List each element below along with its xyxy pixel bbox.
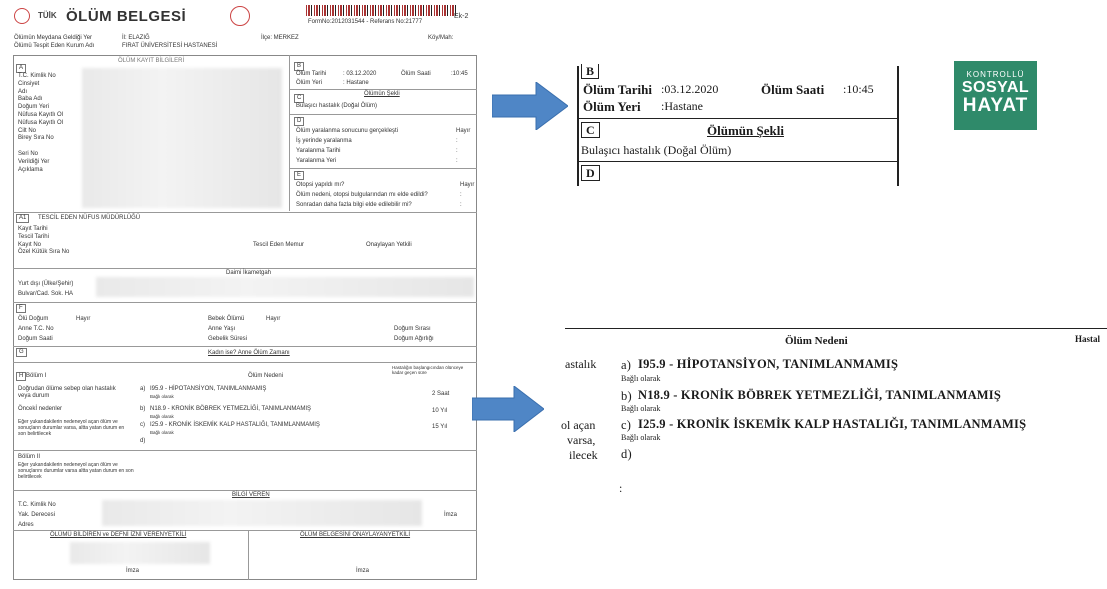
zoom-colon: : — [619, 481, 623, 495]
death-time-label: Ölüm Saati — [401, 71, 431, 77]
injury-row-4-label: Yaralanma Yeri — [296, 158, 337, 164]
autopsy-row-2-value: : — [460, 192, 462, 198]
injury-row-1-value: Hayır — [456, 128, 471, 134]
zoom-cause-d-prefix: d) — [621, 447, 632, 461]
approver-label: Onaylayan Yetkili — [366, 242, 412, 248]
zoom-left-cut-3: varsa, — [567, 433, 596, 447]
interval-header: Hastalığın başlangıcından ölünceye kadar geçen süre — [392, 365, 464, 375]
ministry-logo-icon — [14, 8, 30, 24]
injury-row-4-value: : — [456, 158, 458, 164]
zoom-cause-a-sub: Bağlı olarak — [621, 374, 661, 383]
cause-b-sub: Bağlı olarak — [150, 414, 174, 419]
autopsy-row-1-label: Otopsi yapıldı mı? — [296, 182, 345, 188]
footer-left-title: ÖLÜMÜ BİLDİREN ve DEFNİ İZNİ VERENYETKİLİ — [50, 532, 187, 538]
zoom-cause-a-prefix: a) — [621, 358, 632, 372]
zoom-death-time-value: :10:45 — [843, 82, 874, 96]
autopsy-row-3-label: Sonradan daha fazla bilgi elde edilebilir mi? — [296, 202, 412, 208]
institution-value: FIRAT ÜNİVERSİTESİ HASTANESİ — [122, 43, 218, 49]
institution-label: Ölümü Tespit Eden Kurum Adı — [14, 43, 95, 49]
cause-a-prefix: a) — [140, 386, 146, 392]
gestation-label: Gebelik Süresi — [208, 336, 248, 342]
zoomed-death-info — [577, 66, 899, 186]
zoom-cause-b-text: N18.9 - KRONİK BÖBREK YETMEZLİĞİ, TANIMLANMAMIŞ — [638, 388, 1002, 402]
injury-row-3-label: Yaralanma Tarihi — [296, 148, 341, 154]
cause-a-interval: 2 Saat — [432, 391, 450, 397]
section-e-tag: E — [294, 171, 304, 180]
reporter-tc-label: T.C. Kimlik No — [18, 502, 56, 508]
part-2-text: Eğer yukarıdakilerin nedeneyol açan ölüm ve sonuçlarını durumlar varsa altta yatan durum en son belirtilecek — [18, 462, 134, 480]
occurrence-place-label: Ölümün Meydana Geldiği Yer — [14, 35, 93, 41]
mother-age-label: Anne Yaşı — [208, 326, 236, 332]
footer-right-signature: İmza — [356, 568, 370, 574]
stillbirth-value: Hayır — [76, 316, 91, 322]
brand-line-1: KONTROLLÜ — [966, 70, 1025, 79]
section-a1-tag: A1 — [16, 214, 29, 223]
cause-b-text: N18.9 - KRONİK BÖBREK YETMEZLİĞİ, TANIMLANMAMIŞ — [150, 406, 312, 412]
cause-b-interval: 10 Yıl — [432, 408, 448, 414]
death-manner-title: Ölümün Şekli — [364, 91, 400, 97]
cause-b-prefix: b) — [140, 406, 146, 412]
infant-death-label: Bebek Ölümü — [208, 316, 245, 322]
injury-row-2-value: : — [456, 138, 458, 144]
zoom-cause-b-prefix: b) — [621, 389, 632, 403]
footer-right-title: ÖLÜM BELGESİNİ ONAYLAYANYETKİLİ — [300, 532, 411, 538]
death-manner-value: Bulaşıcı hastalık (Doğal Ölüm) — [296, 103, 378, 109]
province-value: İl: ELAZIĞ — [122, 35, 150, 41]
maternal-death-title: Kadın ise? Anne Ölüm Zamanı — [208, 350, 290, 356]
zoom-cause-header: Ölüm Nedeni — [785, 335, 848, 347]
brand-line-2: SOSYAL — [961, 79, 1030, 96]
cause-d-prefix: d) — [140, 438, 146, 444]
cause-row-2-label: Öncekİ nedenler — [18, 406, 63, 412]
footer-left-signature: İmza — [126, 568, 140, 574]
address-title: Daimi İkametgah — [226, 270, 272, 276]
barcode — [306, 5, 456, 16]
reporter-relation-label: Yak. Derecesi — [18, 512, 55, 518]
brand-logo — [954, 61, 1037, 130]
injury-row-2-label: İş yerinde yaralanma — [296, 138, 352, 144]
mother-tc-label: Anne T.C. No — [18, 326, 54, 332]
section-a1-title: TESCİL EDEN NÜFUS MÜDÜRLÜĞÜ — [38, 215, 141, 221]
health-ministry-logo-icon — [230, 6, 250, 26]
brand-line-3: HAYAT — [962, 95, 1029, 116]
registrar-label: Tescil Eden Memur — [253, 242, 305, 248]
zoom-death-time-label: Ölüm Saati — [761, 82, 825, 97]
annex-label: Ek-2 — [454, 13, 469, 20]
zoom-left-cut-1: astalık — [565, 357, 597, 371]
section-g-tag: G — [16, 348, 27, 357]
section-a-tag: A — [16, 64, 26, 73]
zoom-left-cut-2: ol açan — [561, 418, 596, 432]
death-date-label: Ölüm Tarihi — [296, 71, 327, 77]
death-place-value: : Hastane — [343, 80, 369, 86]
zoom-death-date-label: Ölüm Tarihi — [583, 82, 652, 97]
form-number: FormNo:2012031544 - Referans No:21777 — [308, 19, 423, 25]
redacted-official — [70, 542, 210, 564]
address-line-1: Yurt dışı (Ülke/Şehir) — [18, 281, 74, 287]
zoom-section-c-tag: C — [581, 122, 600, 138]
autopsy-row-2-label: Ölüm nedeni, otopsi bulgularından mı elde edildi? — [296, 192, 428, 198]
village-label: Köy/Mah: — [428, 35, 454, 41]
arrow-bottom-icon — [472, 386, 544, 432]
zoom-death-manner-title: Ölümün Şekli — [707, 123, 784, 138]
cause-a-sub: Bağlı olarak — [150, 394, 174, 399]
redacted-personal-info — [82, 68, 282, 208]
zoom-death-manner-value: Bulaşıcı hastalık (Doğal Ölüm) — [581, 143, 732, 157]
zoom-death-place-value: :Hastane — [661, 99, 703, 113]
section-a1-fields: Kayıt Tarihi Tescil Tarihi Kayıt No Özel Kütük Sıra No — [18, 226, 70, 256]
tuik-logo: TÜİK — [38, 11, 57, 20]
autopsy-row-1-value: Hayır — [460, 182, 475, 188]
cause-a-text: I95.9 - HİPOTANSİYON, TANIMLANMAMIŞ — [150, 386, 267, 392]
injury-row-1-label: Ölüm yaralanma sonucunu gerçekleşti — [296, 128, 399, 134]
zoom-left-cut-4: ilecek — [569, 448, 598, 462]
zoom-cause-c-prefix: c) — [621, 418, 632, 432]
injury-row-3-value: : — [456, 148, 458, 154]
zoom-section-b-tag: B — [581, 64, 599, 79]
cause-c-text: I25.9 - KRONİK İSKEMİK KALP HASTALIĞI, TANIMLANMAMIŞ — [150, 422, 320, 428]
part-2-label: Bölüm II — [18, 454, 41, 460]
address-line-2: Bulvar/Cad. Sok. HA — [18, 291, 74, 297]
birth-weight-label: Doğum Ağırlığı — [394, 336, 434, 342]
section-d-tag: D — [294, 117, 304, 126]
cause-c-interval: 15 Yıl — [432, 424, 448, 430]
autopsy-row-3-value: : — [460, 202, 462, 208]
district-value: İlçe: MERKEZ — [261, 35, 299, 41]
birth-time-label: Doğum Saati — [18, 336, 53, 342]
redacted-address — [96, 277, 474, 297]
infant-death-value: Hayır — [266, 316, 281, 322]
zoom-cause-a-text: I95.9 - HİPOTANSİYON, TANIMLANMAMIŞ — [638, 357, 899, 371]
arrow-top-icon — [492, 82, 568, 130]
zoom-section-d-tag: D — [581, 165, 600, 181]
reporter-title: BİLGİ VEREN — [232, 492, 270, 498]
section-h-tag: H — [16, 372, 26, 381]
zoom-cause-c-sub: Bağlı olarak — [621, 433, 661, 442]
cause-c-prefix: c) — [140, 422, 145, 428]
section-b-tag: B — [294, 62, 304, 71]
zoomed-cause-of-death — [561, 326, 1107, 496]
death-time-value: :10:45 — [451, 71, 468, 77]
section-a-fields: T.C. Kimlik No Cinsiyet Adı Baba Adı Doğum Yeri Nüfusa Kayıtlı Ol Nüfusa Kayıtlı Ol Cilt No Birey Sıra No Seri No Verildiği Yer Açıklama — [18, 73, 64, 173]
part-1-label: Bölüm I — [26, 373, 47, 379]
cause-row-3-label: Eğer yukarıdakilerin nedeneyol açan ölüm ve sonuçların durumlar varsa, altta yatan durum en son belirtilecek — [18, 419, 125, 437]
death-date-value: : 03.12.2020 — [343, 71, 377, 77]
cause-header: Ölüm Nedeni — [248, 373, 284, 379]
cause-c-sub: Bağlı olarak — [150, 430, 174, 435]
section-c-tag: C — [294, 94, 304, 103]
reporter-address-label: Adres — [18, 522, 34, 528]
zoom-death-place-label: Ölüm Yeri — [583, 99, 641, 114]
cause-row-1-label: Doğrudan ölüme sebep olan hastalık veya durum — [18, 386, 116, 399]
section-a-title: ÖLÜM KAYIT BİLGİLERİ — [118, 58, 185, 64]
section-f-tag: F — [16, 304, 26, 313]
zoom-right-cut-label: Hastal — [1075, 334, 1101, 344]
stillbirth-label: Ölü Doğum — [18, 316, 49, 322]
death-certificate-document — [8, 2, 478, 584]
redacted-reporter — [102, 500, 422, 526]
zoom-death-date-value: :03.12.2020 — [661, 82, 719, 96]
death-place-label: Ölüm Yeri — [296, 80, 323, 86]
zoom-cause-c-text: I25.9 - KRONİK İSKEMİK KALP HASTALIĞI, TANIMLANMAMIŞ — [638, 417, 1027, 431]
zoom-cause-b-sub: Bağlı olarak — [621, 404, 661, 413]
document-title: ÖLÜM BELGESİ — [66, 8, 187, 25]
birth-order-label: Doğum Sırası — [394, 326, 431, 332]
reporter-signature-label: İmza — [444, 512, 458, 518]
